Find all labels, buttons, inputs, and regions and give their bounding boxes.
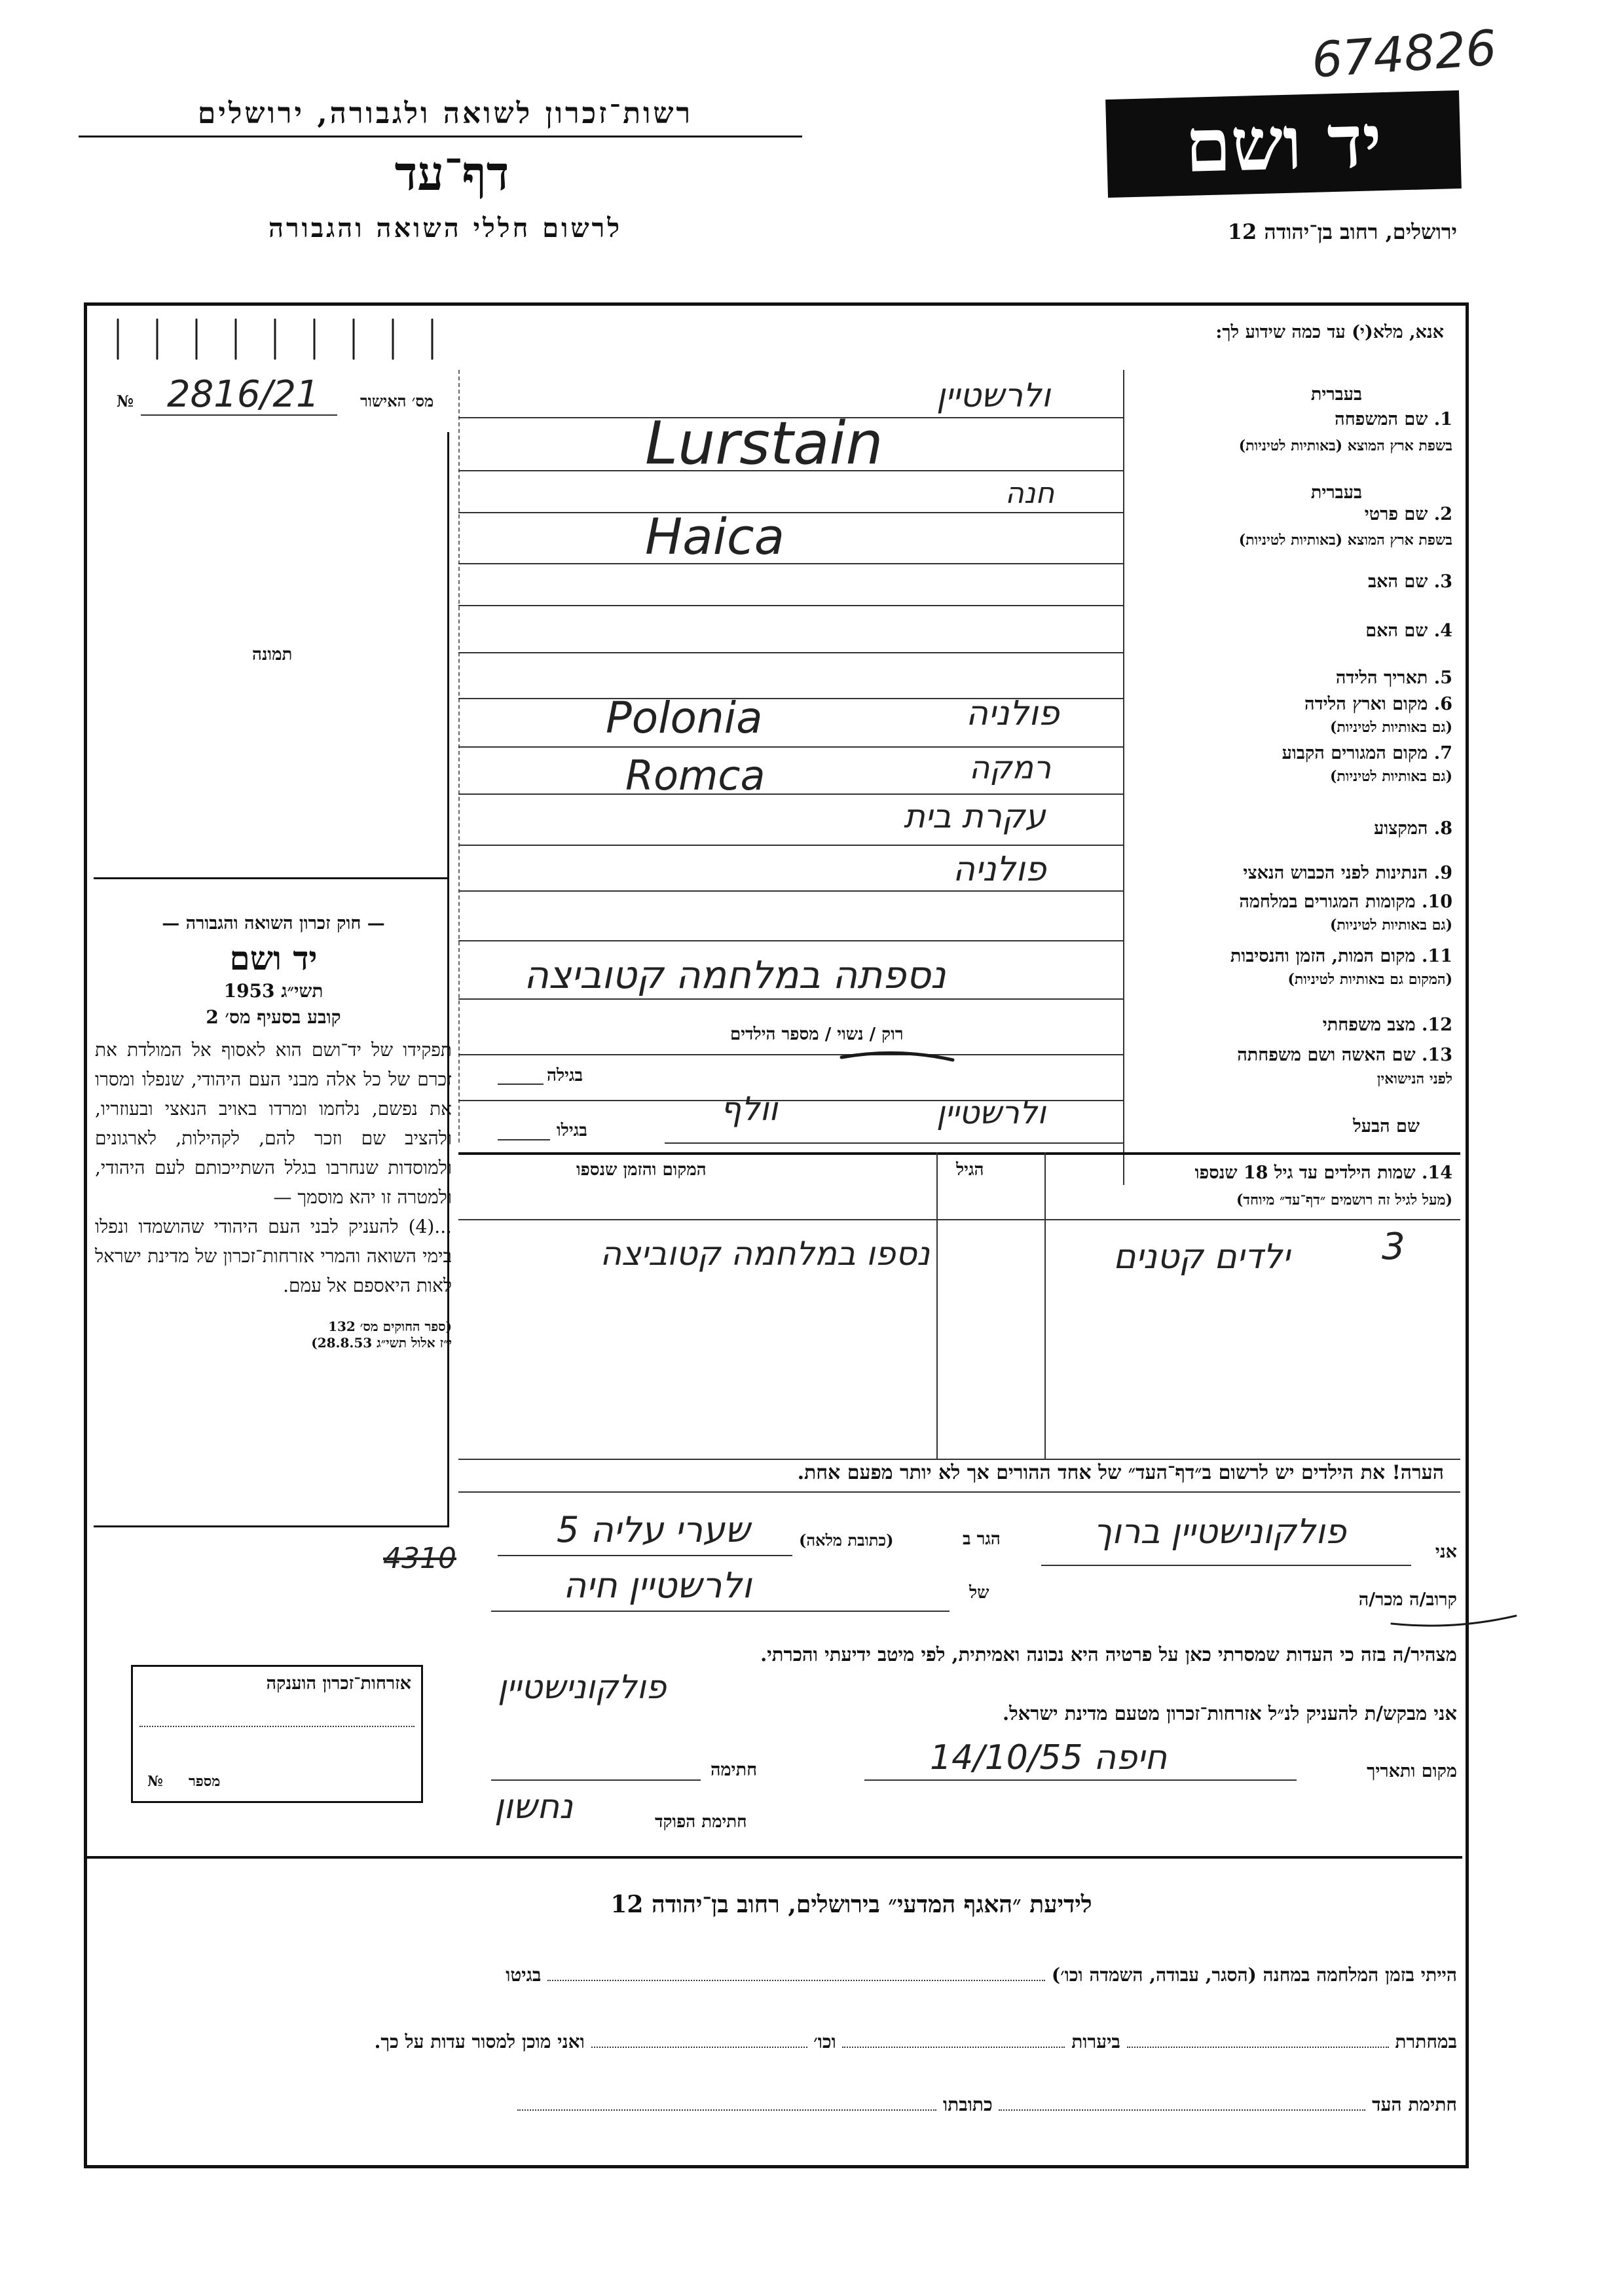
field-7-label: 7. מקום המגורים הקבוע [1282,743,1452,763]
fill-line [665,1142,1123,1144]
signature-line [491,1779,701,1781]
field-5-label: 5. תאריך הלידה [1335,668,1452,688]
form-subtitle: לרשום חללי השואה והגבורה [268,213,623,244]
field-7-note: (גם באותיות לטיניות) [1329,768,1452,785]
field-13-note: לפני הנישואין [1376,1070,1452,1087]
declarant-address-line [498,1555,792,1556]
hw-birthplace-hebrew: פולניה [966,694,1060,733]
hw-residence-hebrew: רמקה [969,750,1052,786]
field-13-label: 13. שם האשה ושם משפחתה [1237,1045,1452,1065]
hw-declarant-address: שערי עליה 5 [557,1509,750,1550]
footer-line-1 [174,1964,1457,1986]
declarant-resides: הגר ב [963,1529,1001,1549]
footer-willing: ואני מוכן למסור עדות על כך. [374,2031,585,2052]
law-clause: קובע בסעיף מס׳ 2 [206,1006,341,1028]
fill-line [458,890,1123,892]
approval-no-mark: № [117,392,134,410]
remark-text: הערה! את הילדים יש לרשום ב״דף־העד״ של אחד ההורים אך לא יותר מפעם אחת. [797,1461,1444,1484]
labels-divider [1123,370,1124,1185]
fill-line [458,998,1123,1000]
children-place-header: המקום והזמן שנספו [576,1160,707,1180]
field-11-note: (המקום גם באותיות לטיניות) [1287,971,1452,988]
address: ירושלים, רחוב בן־יהודה 12 [1227,219,1457,244]
fill-line [458,652,1123,653]
approval-line [141,414,337,416]
footer-line-2 [174,2031,1457,2053]
hw-children-death: נספו במלחמה קטוביצה [600,1235,930,1273]
hw-relation: ולרשטיין חיה [563,1565,752,1606]
logo-text: יד ושם [1184,98,1383,189]
footer-witness-signature: חתימת העד [1372,2094,1457,2115]
relation-line [491,1611,950,1612]
wife-age-line [498,1084,544,1085]
hw-marital-stroke [838,1044,956,1070]
field-10-note: (גם באותיות לטיניות) [1329,917,1452,934]
declarant-name-line [1041,1565,1411,1566]
form-title: דף־עד [394,145,509,201]
footer-divider [87,1856,1462,1859]
hw-declarant-name: פולקונישטיין ברוך [1094,1512,1346,1552]
husband-age-label: בגילו [557,1121,587,1140]
field-3-label: 3. שם האב [1368,572,1452,592]
footer-camp-dots [547,1980,1045,1981]
hw-surname-latin: Lurstain [645,409,883,478]
place-date-label: מקום ותאריך [1367,1761,1457,1781]
yad-vashem-logo [1105,90,1462,198]
footer-line-3 [174,2094,1457,2116]
footer-underground: במחתרת [1395,2031,1457,2052]
fill-line [458,1054,1123,1055]
citizenship-number-label: מספר [189,1773,221,1790]
field-12-label: 12. מצב משפחתי [1322,1015,1452,1035]
law-citation-date: י״ז אלול תשי״ג 28.8.53) [311,1335,452,1351]
hw-birthplace: Polonia [606,693,763,743]
wife-age-label: בגילה [547,1066,583,1085]
signature-label: חתימה [710,1760,758,1780]
inspector-label: חתימת הפוקד [655,1812,747,1832]
hw-surname-hebrew: ולרשטיין [936,376,1051,414]
law-box-border [94,877,449,1527]
hw-husband-first: וולף [720,1090,778,1128]
hw-place-date: חיפה 14/10/55 [930,1738,1168,1777]
section14-top [458,1152,1460,1155]
fill-line [458,605,1123,606]
fill-line [458,563,1123,564]
children-age-header: הגיל [956,1160,984,1180]
of-label: של [969,1583,989,1603]
children-col-1 [1044,1152,1046,1460]
hw-profession: עקרת בית [904,797,1046,835]
marital-options: רוק / נשוי / מספר הילדים [730,1025,904,1044]
document-number: 674826 [1309,20,1498,89]
hw-children-count: 3 [1382,1226,1405,1268]
fill-line [458,746,1123,748]
footer-witness-address: כתובתו [943,2094,993,2115]
hw-first-hebrew: חנה [1005,477,1055,510]
approval-label: מס׳ האישור [360,392,434,410]
field-6-note: (גם באותיות לטיניות) [1329,719,1452,736]
law-citation: (ספר החוקים מס׳ 132 [328,1319,452,1334]
field-14-note: (מעל לגיל זה רושמים ״דף־עד״ מיוחד) [1236,1192,1452,1209]
footer-camp-text: הייתי בזמן המלחמה במחנה (הסגר, עבודה, השמדה וכו׳) [1051,1964,1457,1986]
declarant-i: אני [1435,1542,1457,1562]
approval-number: 2816/21 [167,373,320,416]
citizenship-box [131,1665,423,1803]
fill-line [458,940,1123,941]
field-6-label: 6. מקום וארץ הלידה [1304,694,1452,714]
authority-underline [79,136,802,137]
citizenship-title: אזרחות־זכרון הוענקה [266,1673,411,1694]
field-2-label: 2. שם פרטי [1364,504,1452,524]
hw-crossed: 4310 [383,1542,456,1575]
in-hebrew-2: בעברית [1310,483,1362,503]
hw-residence: Romca [625,752,766,799]
form-intro: אנא, מלא(י) עד כמה שידוע לך: [1215,322,1444,342]
request-text: אני מבקש/ת להעניק לנ״ל אזרחות־זכרון מטעם מדינת ישראל. [1003,1702,1457,1724]
field-8-label: 8. המקצוע [1374,818,1452,839]
children-header-line [458,1219,1460,1220]
relative-label: קרוב/ה מכר/ה [1358,1590,1457,1610]
field-14-label: 14. שמות הילדים עד גיל 18 שנספו [1194,1163,1452,1183]
hw-death: נספתה במלחמה קטוביצה [524,953,946,997]
field-11-label: 11. מקום המות, הזמן והנסיבות [1230,946,1452,966]
hw-husband: ולרשטיין [936,1095,1046,1131]
citizenship-dots [139,1726,415,1727]
hw-citizenship: פולניה [953,850,1046,889]
fill-line [458,512,1123,513]
husband-age-line [498,1139,550,1140]
field-4-label: 4. שם האם [1365,621,1452,641]
declarant-full-address: (כתובת מלאה) [799,1531,894,1550]
fill-line [458,793,1123,795]
hw-first-latin: Haica [645,507,785,566]
field-2-note: בשפת ארץ המוצא (באותיות לטיניות) [1238,532,1452,549]
hw-relation-underline [1388,1611,1519,1637]
remark-bottom-line [458,1491,1460,1493]
fill-line [458,845,1123,846]
field-1-note: בשפת ארץ המוצא (באותיות לטיניות) [1238,437,1452,454]
law-body: תפקידו של יד־ושם הוא לאסוף אל המולדת את זכרם של כל אלה מבני העם היהודי, שנפלו ומסרו את נפשם, נלחמו ומרדו באויב הנאצי ובעוזריו, ולהציב שם וזכר להם, לקהילות, לארגונים ולמוסדות שנחרבו בגלל השתייכותם לעם היהודי, ולמטרה זו יהא מוסמך — [95,1039,452,1208]
footer-ghetto: בגיטו [506,1964,542,1986]
hw-children-names: ילדים קטנים [1113,1237,1290,1277]
remark-top-line [458,1459,1460,1460]
footer-etc: וכו׳ [813,2031,836,2052]
hw-signature-top: פולקונישטיין [498,1668,667,1706]
fill-left-divider [458,370,460,1142]
place-date-line [864,1779,1297,1781]
declare-text: מצהיר/ה בזה כי העדות שמסרתי כאן על פרטיה היא נכונה ואמיתית, לפי מיטב ידיעתי והכרתי. [760,1643,1457,1666]
law-brand: יד ושם [229,939,318,977]
field-1-label: 1. שם המשפחה [1335,409,1452,429]
form-tick-marks [92,313,458,365]
in-hebrew-1: בעברית [1310,384,1362,405]
authority-name: רשות־זכרון לשואה ולגבורה, ירושלים [197,97,693,130]
law-title: — חוק זכרון השואה והגבורה — [162,913,385,934]
photo-label: תמונה [252,645,293,665]
children-col-2 [936,1152,938,1460]
footer-heading: לידיעת ״האגף המדעי״ בירושלים, רחוב בן־יהודה 12 [610,1891,1092,1918]
footer-forests: ביערות [1071,2031,1120,2052]
law-body-2: ...(4) להעניק לבני העם היהודי שהושמדו ונפלו בימי השואה והמרי אזרחות־זכרון של מדינת ישראל לאות היאספם אל עמם. [95,1216,452,1296]
field-9-label: 9. הנתינות לפני הכבוש הנאצי [1243,863,1452,883]
citizenship-no-mark: № [147,1773,163,1790]
husband-label: שם הבעל [1353,1116,1420,1137]
law-year: תשי״ג 1953 [223,980,323,1002]
field-10-label: 10. מקומות המגורים במלחמה [1239,892,1452,912]
hw-inspector: נחשון [494,1787,573,1827]
